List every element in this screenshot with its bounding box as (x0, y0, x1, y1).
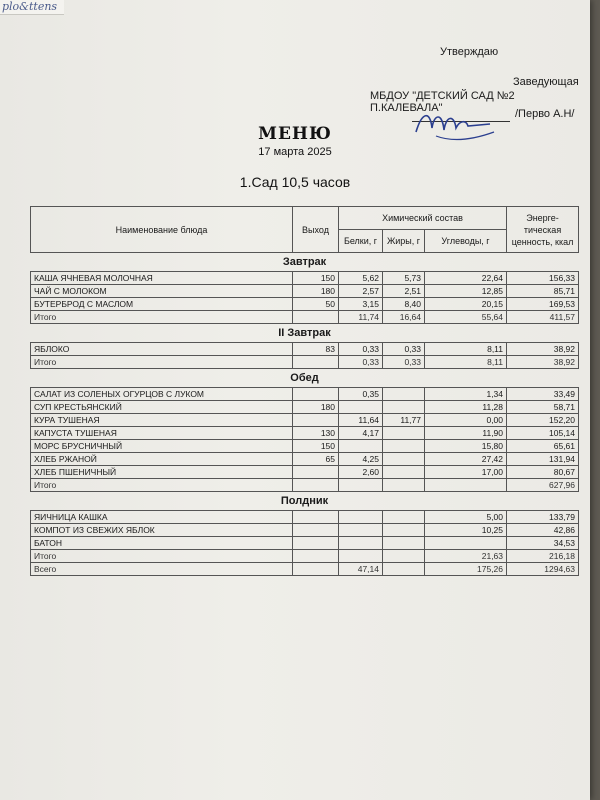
table-row (31, 453, 579, 466)
section-title: Обед (31, 369, 579, 388)
header-energy: Энерге-тическая ценность, ккал (507, 207, 579, 253)
table-row (31, 414, 579, 427)
cell-output: 65 (293, 453, 339, 466)
section-header (31, 253, 579, 272)
cell-output: 180 (293, 401, 339, 414)
cell-fats: 8,40 (383, 298, 425, 311)
section-header (31, 492, 579, 511)
cell-proteins: 2,57 (339, 285, 383, 298)
cell-dish: САЛАТ ИЗ СОЛЕНЫХ ОГУРЦОВ С ЛУКОМ (31, 388, 293, 401)
cell-energy: 105,14 (507, 427, 579, 440)
cell-carbs: 10,25 (425, 524, 507, 537)
cell-energy: 58,71 (507, 401, 579, 414)
cell-proteins: 47,14 (339, 563, 383, 576)
cell-output: 150 (293, 440, 339, 453)
cell-fats (383, 466, 425, 479)
cell-output: 50 (293, 298, 339, 311)
total-row (31, 356, 579, 369)
approval-label: Утверждаю (440, 46, 499, 58)
cell-carbs: 20,15 (425, 298, 507, 311)
cell-carbs: 175,26 (425, 563, 507, 576)
cell-proteins (339, 524, 383, 537)
header-carbs: Углеводы, г (425, 230, 507, 253)
cell-energy: 65,61 (507, 440, 579, 453)
cell-output: 150 (293, 272, 339, 285)
approval-signer: /Перво А.Н/ (515, 108, 575, 120)
menu-table-body (31, 253, 579, 576)
cell-energy: 133,79 (507, 511, 579, 524)
cell-carbs: 27,42 (425, 453, 507, 466)
group-heading: 1.Сад 10,5 часов (239, 174, 351, 190)
table-row (31, 285, 579, 298)
cell-carbs: 0,00 (425, 414, 507, 427)
cell-proteins: 5,62 (339, 272, 383, 285)
total-label: Итого (31, 550, 293, 563)
cell-fats: 16,64 (383, 311, 425, 324)
table-row (31, 401, 579, 414)
header-output: Выход (293, 207, 339, 253)
cell-fats (383, 563, 425, 576)
cell-energy: 80,67 (507, 466, 579, 479)
cell-dish: КУРА ТУШЕНАЯ (31, 414, 293, 427)
grand-total-row (31, 563, 579, 576)
cell-energy: 33,49 (507, 388, 579, 401)
approval-head: Заведующая (513, 76, 579, 88)
cell-carbs: 17,00 (425, 466, 507, 479)
section-header (31, 369, 579, 388)
section-header (31, 324, 579, 343)
table-row (31, 388, 579, 401)
cell-proteins: 4,25 (339, 453, 383, 466)
cell-carbs: 5,00 (425, 511, 507, 524)
cell-carbs: 21,63 (425, 550, 507, 563)
section-title: II Завтрак (31, 324, 579, 343)
header-composition: Химический состав (339, 207, 507, 230)
cell-energy: 34,53 (507, 537, 579, 550)
total-label: Итого (31, 311, 293, 324)
cell-fats (383, 427, 425, 440)
table-row (31, 298, 579, 311)
cell-proteins: 11,74 (339, 311, 383, 324)
cell-carbs (425, 537, 507, 550)
cell-carbs: 15,80 (425, 440, 507, 453)
cell-carbs: 22,64 (425, 272, 507, 285)
cell-carbs: 8,11 (425, 343, 507, 356)
cell-dish: СУП КРЕСТЬЯНСКИЙ (31, 401, 293, 414)
table-row (31, 537, 579, 550)
cell-carbs (425, 479, 507, 492)
cell-proteins: 0,33 (339, 356, 383, 369)
cell-dish: КАША ЯЧНЕВАЯ МОЛОЧНАЯ (31, 272, 293, 285)
grand-total-label: Всего (31, 563, 293, 576)
cell-dish: МОРС БРУСНИЧНЫЙ (31, 440, 293, 453)
cell-fats (383, 479, 425, 492)
cell-output (293, 388, 339, 401)
approval-organization: МБДОУ "ДЕТСКИЙ САД №2 П.КАЛЕВАЛА" (370, 90, 515, 114)
cell-carbs: 11,28 (425, 401, 507, 414)
cell-output (293, 356, 339, 369)
cell-proteins (339, 537, 383, 550)
cell-dish: ЧАЙ С МОЛОКОМ (31, 285, 293, 298)
cell-dish: БУТЕРБРОД С МАСЛОМ (31, 298, 293, 311)
cell-energy: 38,92 (507, 356, 579, 369)
cell-fats (383, 550, 425, 563)
cell-output (293, 511, 339, 524)
cell-output (293, 414, 339, 427)
cell-proteins: 0,33 (339, 343, 383, 356)
cell-proteins (339, 511, 383, 524)
cell-proteins (339, 401, 383, 414)
section-title: Полдник (31, 492, 579, 511)
cell-carbs: 1,34 (425, 388, 507, 401)
cell-output (293, 563, 339, 576)
cell-output (293, 537, 339, 550)
cell-dish: ХЛЕБ ПШЕНИЧНЫЙ (31, 466, 293, 479)
cell-proteins: 2,60 (339, 466, 383, 479)
cell-energy: 1294,63 (507, 563, 579, 576)
section-title: Завтрак (31, 253, 579, 272)
cell-energy: 216,18 (507, 550, 579, 563)
header-fats: Жиры, г (383, 230, 425, 253)
cell-dish: ХЛЕБ РЖАНОЙ (31, 453, 293, 466)
cell-dish: БАТОН (31, 537, 293, 550)
cell-proteins: 4,17 (339, 427, 383, 440)
cell-energy: 169,53 (507, 298, 579, 311)
cell-fats (383, 401, 425, 414)
cell-proteins (339, 479, 383, 492)
table-row (31, 511, 579, 524)
cell-proteins: 0,35 (339, 388, 383, 401)
cell-output: 83 (293, 343, 339, 356)
table-row (31, 524, 579, 537)
menu-table (30, 206, 579, 576)
total-row (31, 311, 579, 324)
cell-proteins: 11,64 (339, 414, 383, 427)
total-label: Итого (31, 479, 293, 492)
cell-dish: ЯБЛОКО (31, 343, 293, 356)
cell-proteins (339, 440, 383, 453)
cell-proteins (339, 550, 383, 563)
cell-output (293, 550, 339, 563)
table-row (31, 466, 579, 479)
cell-fats (383, 524, 425, 537)
cell-fats (383, 388, 425, 401)
table-row (31, 427, 579, 440)
cell-carbs: 8,11 (425, 356, 507, 369)
cell-fats: 11,77 (383, 414, 425, 427)
cell-fats (383, 453, 425, 466)
table-row (31, 440, 579, 453)
header-dish: Наименование блюда (31, 207, 293, 253)
cell-fats (383, 537, 425, 550)
total-label: Итого (31, 356, 293, 369)
document-date: 17 марта 2025 (258, 146, 332, 158)
table-row (31, 272, 579, 285)
table-row (31, 343, 579, 356)
cell-energy: 156,33 (507, 272, 579, 285)
cell-output (293, 311, 339, 324)
cell-fats (383, 440, 425, 453)
cell-dish: КАПУСТА ТУШЕНАЯ (31, 427, 293, 440)
cell-dish: КОМПОТ ИЗ СВЕЖИХ ЯБЛОК (31, 524, 293, 537)
cell-energy: 627,96 (507, 479, 579, 492)
cell-fats (383, 511, 425, 524)
cell-energy: 131,94 (507, 453, 579, 466)
cell-output (293, 524, 339, 537)
corner-paper-scrap: plo&ttens (0, 0, 64, 15)
total-row (31, 479, 579, 492)
cell-dish: ЯИЧНИЦА КАШКА (31, 511, 293, 524)
cell-energy: 152,20 (507, 414, 579, 427)
cell-output: 180 (293, 285, 339, 298)
cell-energy: 411,57 (507, 311, 579, 324)
cell-output: 130 (293, 427, 339, 440)
header-proteins: Белки, г (339, 230, 383, 253)
cell-energy: 85,71 (507, 285, 579, 298)
cell-output (293, 479, 339, 492)
cell-proteins: 3,15 (339, 298, 383, 311)
cell-energy: 38,92 (507, 343, 579, 356)
total-row (31, 550, 579, 563)
cell-fats: 5,73 (383, 272, 425, 285)
document-title: МЕНЮ (258, 124, 332, 144)
cell-fats: 0,33 (383, 343, 425, 356)
cell-carbs: 11,90 (425, 427, 507, 440)
cell-energy: 42,86 (507, 524, 579, 537)
cell-fats: 2,51 (383, 285, 425, 298)
cell-fats: 0,33 (383, 356, 425, 369)
cell-output (293, 466, 339, 479)
cell-carbs: 55,64 (425, 311, 507, 324)
cell-carbs: 12,85 (425, 285, 507, 298)
